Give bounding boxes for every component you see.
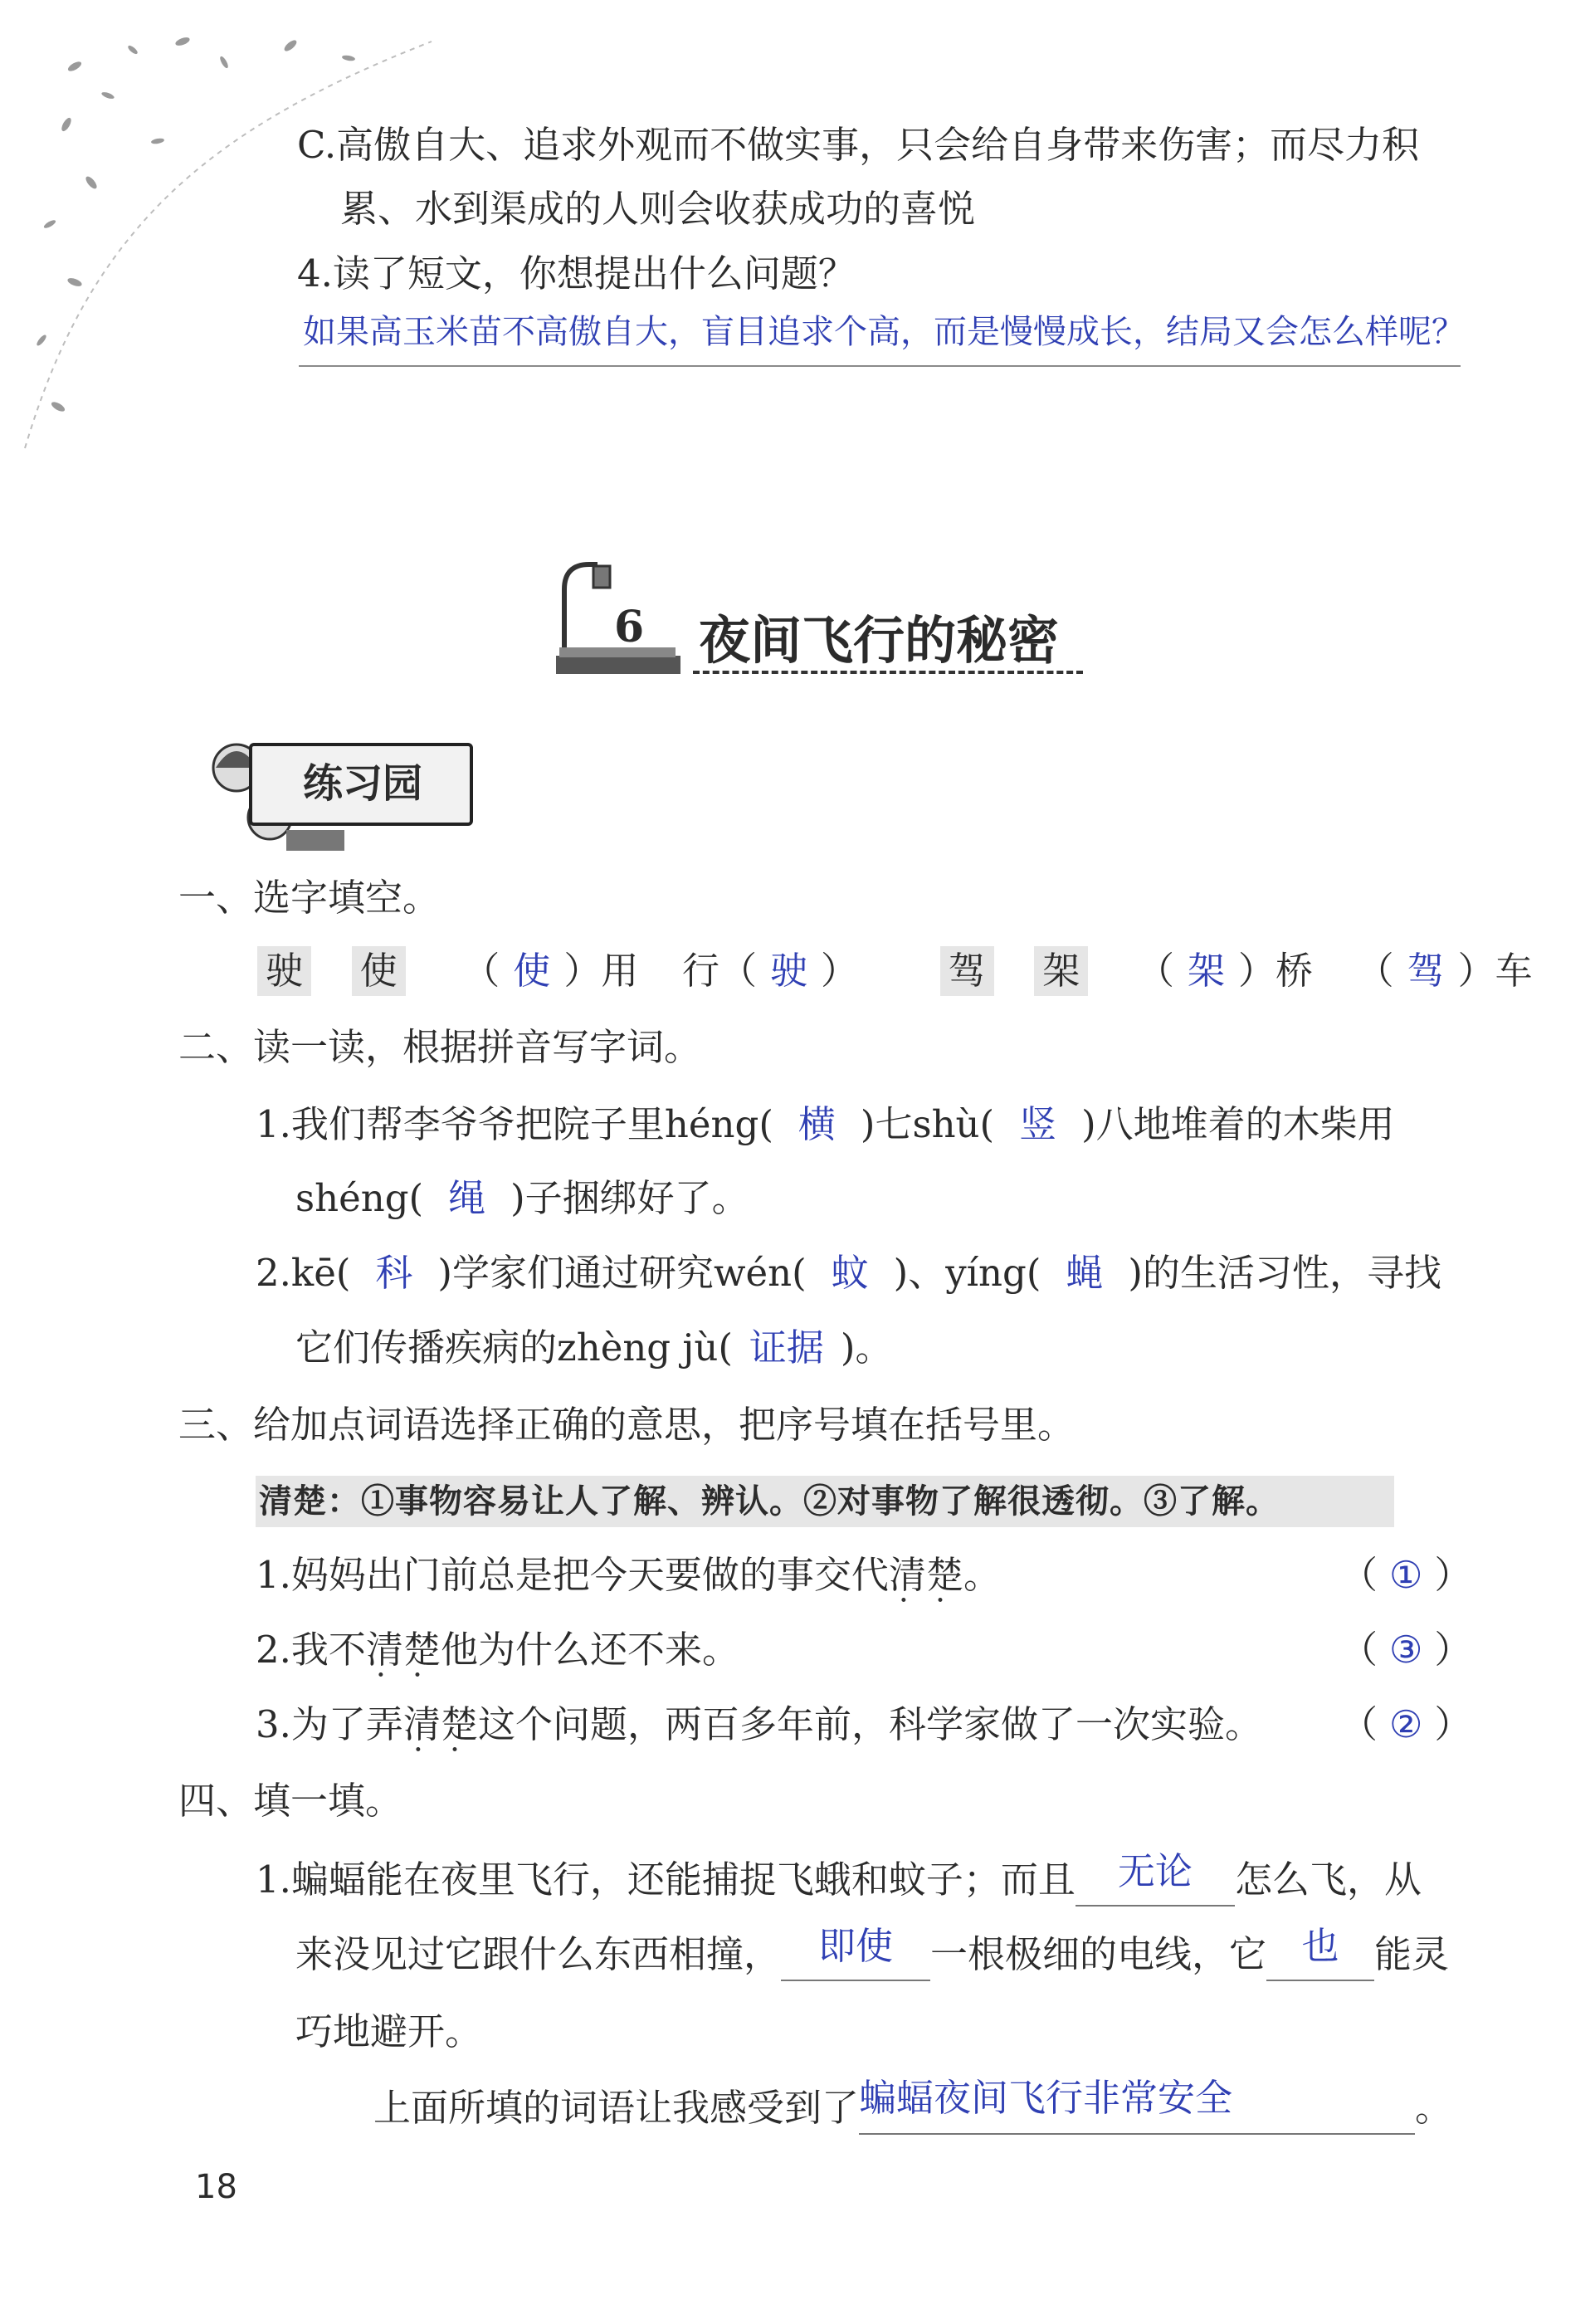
s2-q2-answer-3: 蝇 xyxy=(1066,1251,1104,1295)
corner-leaf-decoration xyxy=(17,17,448,465)
s3-answer-3: （ ② ） xyxy=(1340,1702,1472,1746)
s2-q1-answer-1: 横 xyxy=(798,1102,836,1146)
s1-blank-3: 架 xyxy=(1187,949,1225,993)
page-number: 18 xyxy=(195,2168,237,2206)
s2-q2-line2: 它们传播疾病的zhèng jù( 证据 )。 xyxy=(295,1326,893,1370)
s4-answer-1: 无论 xyxy=(1117,1849,1193,1893)
s1-option-shi: 驶 xyxy=(257,946,311,996)
s1-blank-1: 使 xyxy=(513,949,551,993)
section-badge: 练习园 xyxy=(303,760,423,807)
s4-line1: 1.蝙蝠能在夜里飞行，还能捕捉飞蛾和蚊子；而且 无论 怎么飞，从 xyxy=(256,1855,1422,1907)
s4-line2: 来没见过它跟什么东西相撞， 即使 一根极细的电线，它 也 能灵 xyxy=(295,1930,1449,1981)
s1-row: 驶 使 （ 使 ）用 行（ 驶 ） 驾 架 （ 架 ）桥 （ 驾 ）车 xyxy=(257,946,1533,996)
s1-suffix-3: 桥 xyxy=(1275,949,1313,993)
s2-q2-answer-2: 蚊 xyxy=(831,1251,869,1295)
s4-line3: 巧地避开。 xyxy=(295,2009,483,2053)
s3-item-3: 3.为了弄清楚 · ·这个问题，两百多年前，科学家做了一次实验。 xyxy=(256,1700,1262,1750)
s4-answer-4: 蝙蝠夜间飞行非常安全 xyxy=(859,2076,1233,2120)
s2-q1-answer-3: 绳 xyxy=(448,1176,486,1220)
s3-answer-2: （ ③ ） xyxy=(1340,1628,1472,1672)
s2-heading: 二、读一读，根据拼音写字词。 xyxy=(178,1025,702,1069)
s3-answer-1: （ ① ） xyxy=(1340,1553,1472,1597)
s1-heading: 一、选字填空。 xyxy=(178,876,441,920)
s4-line4: 上面所填的词语让我感受到了蝙蝠夜间飞行非常安全 。 xyxy=(373,2083,1452,2135)
s1-prefix-2: 行 xyxy=(681,949,719,993)
s1-suffix-4: 车 xyxy=(1495,949,1533,993)
emphasized-word: 清楚 · · xyxy=(403,1700,478,1750)
title-dashed-underline xyxy=(693,671,1083,674)
option-c-line2: 累、水到渠成的人则会收获成功的喜悦 xyxy=(340,187,976,231)
s2-q2-answer-4: 证据 xyxy=(749,1326,824,1370)
s3-heading: 三、给加点词语选择正确的意思，把序号填在括号里。 xyxy=(178,1403,1076,1447)
s4-answer-2: 即使 xyxy=(818,1924,894,1968)
s2-q2-line1: 2.kē( 科 )学家们通过研究wén( 蚊 )、yíng( 蝇 )的生活习性，寻找 xyxy=(256,1251,1441,1295)
option-c-line1: C.高傲自大、追求外观而不做实事，只会给自身带来伤害；而尽力积 xyxy=(297,123,1420,167)
question-4-answer: 如果高玉米苗不高傲自大，盲目追求个高，而是慢慢成长，结局又会怎么样呢？ xyxy=(303,313,1465,351)
s3-definition: 清楚：①事物容易让人了解、辨认。②对事物了解很透彻。③了解。 xyxy=(259,1482,1280,1521)
lesson-title: 夜间飞行的秘密 xyxy=(699,610,1060,671)
s4-answer-3: 也 xyxy=(1301,1924,1339,1968)
s2-q1-line1: 1.我们帮李爷爷把院子里héng( 横 )七shù( 竖 )八地堆着的木柴用 xyxy=(256,1102,1395,1146)
s2-q1-line2: shéng( 绳 )子捆绑好了。 xyxy=(295,1176,749,1220)
s3-item-1: 1.妈妈出门前总是把今天要做的事交代清楚 · ·。 xyxy=(256,1550,1001,1600)
s2-q1-answer-2: 竖 xyxy=(1019,1102,1057,1146)
s2-q2-answer-1: 科 xyxy=(375,1251,413,1295)
emphasized-word: 清楚 · · xyxy=(889,1550,963,1600)
answer-underline xyxy=(299,365,1461,367)
s1-blank-4: 驾 xyxy=(1407,949,1445,993)
s1-option-jia: 驾 xyxy=(940,946,994,996)
s1-option-jia2: 架 xyxy=(1034,946,1088,996)
s3-item-2: 2.我不清楚 · ·他为什么还不来。 xyxy=(256,1625,739,1675)
question-4: 4.读了短文，你想提出什么问题？ xyxy=(297,251,856,295)
emphasized-word: 清楚 · · xyxy=(366,1625,441,1675)
s1-option-shi2: 使 xyxy=(352,946,406,996)
s1-suffix-1: 用 xyxy=(601,949,639,993)
s1-blank-2: 驶 xyxy=(770,949,808,993)
lesson-number: 6 xyxy=(614,602,645,652)
s4-heading: 四、填一填。 xyxy=(178,1779,403,1823)
